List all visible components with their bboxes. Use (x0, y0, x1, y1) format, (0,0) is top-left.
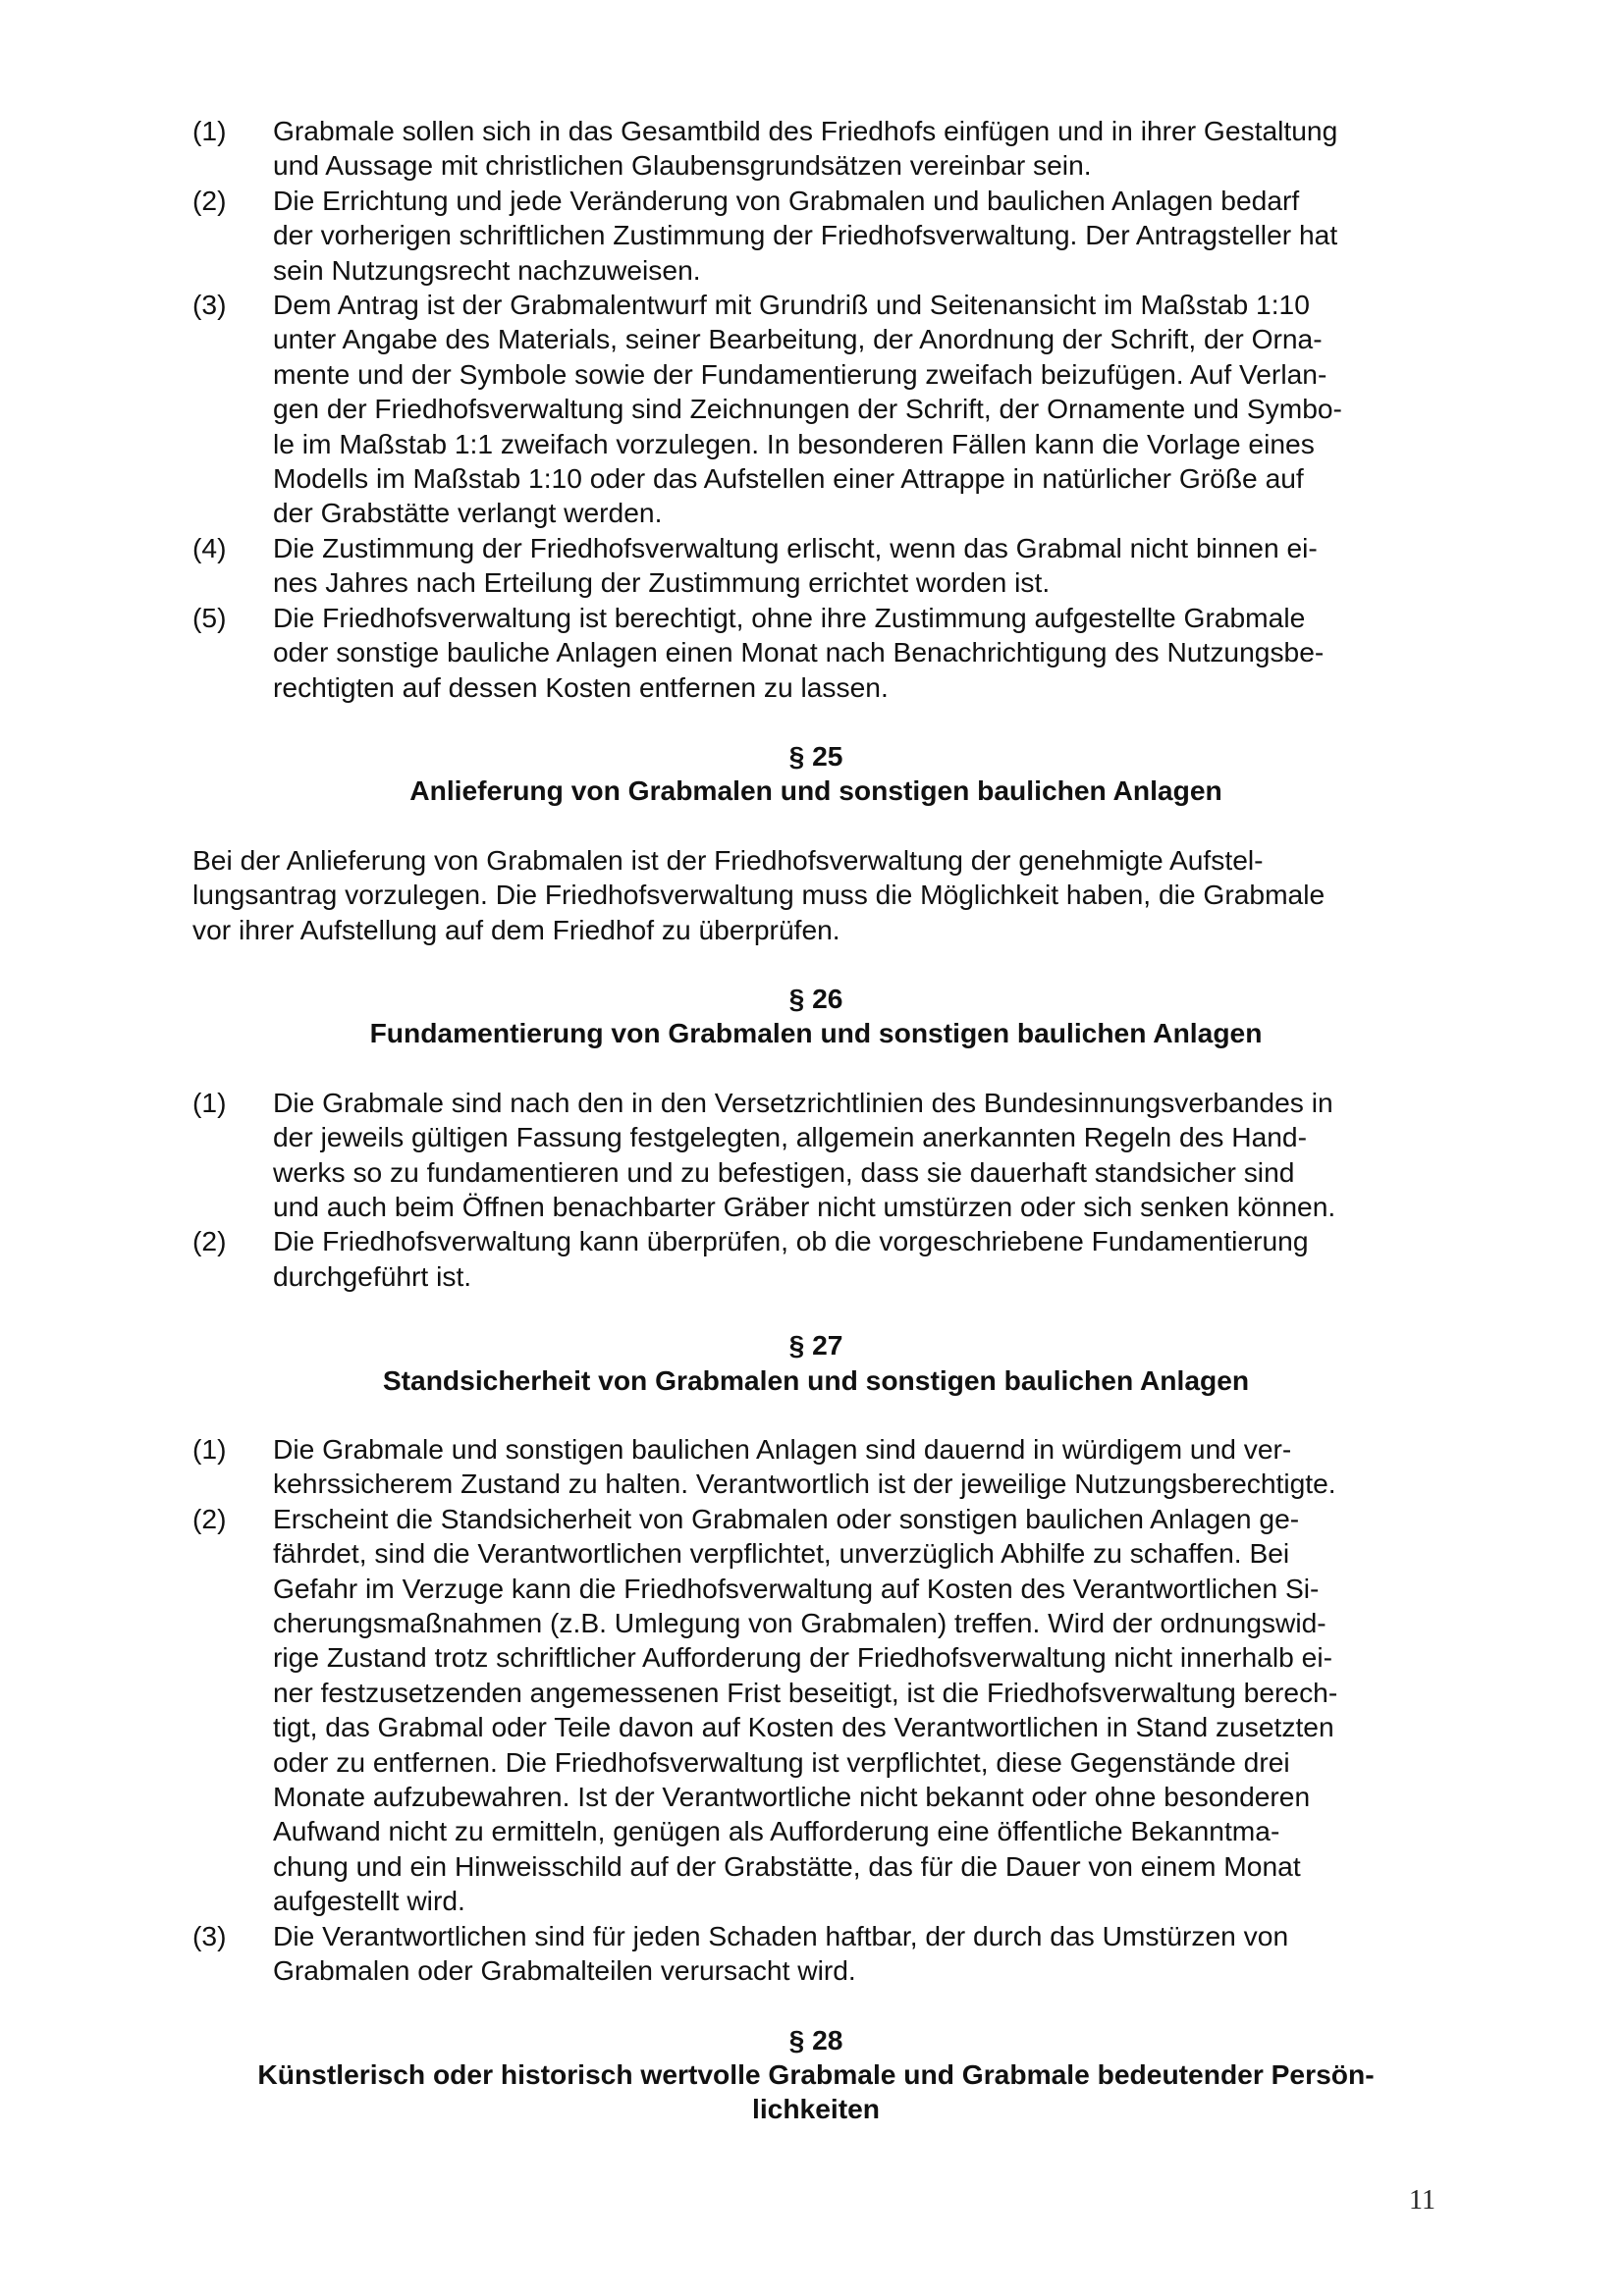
item-number: (3) (192, 289, 227, 321)
item-text: Die Zustimmung der Friedhofsverwaltung erlischt, wenn das Grabmal nicht binnen ei- nes Jahres nach Erteilung der Zustimmung errichtet worden ist. (273, 531, 1318, 599)
list-item (192, 288, 1439, 531)
list-item (192, 1919, 1439, 1989)
section-25 (192, 739, 1439, 947)
document-page (192, 114, 1439, 2127)
section-number: § 28 (788, 2023, 843, 2056)
item-text: Die Grabmale und sonstigen baulichen Anlagen sind dauernd in würdigem und ver- kehrssicherem Zustand zu halten. Verantwortlich ist der jeweilige Nutzungsberechtigte. (273, 1433, 1336, 1500)
list-item (192, 601, 1439, 705)
item-number: (2) (192, 184, 227, 216)
list-item (192, 1086, 1439, 1225)
item-number: (2) (192, 1225, 227, 1257)
list-item (192, 184, 1439, 288)
list-item (192, 1502, 1439, 1919)
item-text: Grabmale sollen sich in das Gesamtbild des Friedhofs einfügen und in ihrer Gestaltung und Aussage mit christlichen Glaubensgrundsätzen vereinbar sein. (273, 115, 1338, 182)
item-number: (1) (192, 115, 227, 146)
item-number: (2) (192, 1502, 227, 1534)
section-paragraph: Bei der Anlieferung von Grabmalen ist der Friedhofsverwaltung der genehmigte Aufstel- lungsantrag vorzulegen. Die Friedhofsverwaltung muss die Möglichkeit haben, die Grabmale vor ihrer Aufstellung auf dem Friedhof zu überprüfen. (192, 843, 1326, 945)
section-title: Fundamentierung von Grabmalen und sonstigen baulichen Anlagen (369, 1017, 1263, 1049)
section-number: § 27 (788, 1329, 843, 1362)
list-item (192, 1224, 1439, 1294)
section-number: § 26 (788, 982, 843, 1014)
item-text: Dem Antrag ist der Grabmalentwurf mit Grundriß und Seitenansicht im Maßstab 1:10 unter Angabe des Materials, seiner Bearbeitung, der Anordnung der Schrift, der Orna- mente und der Symbole sowie der Fundamentierung zweifach beizufügen. Auf Verlan- gen der Friedhofsverwaltung sind Zeichnungen der Schrift, der Ornamente und Symbo- le im Maßstab 1:1 zweifach vorzulegen. In besonderen Fällen kann die Vorlage eines Modells im Maßstab 1:10 oder das Aufstellen einer Attrappe in natürlicher Größe auf der Grabstätte verlangt werden. (273, 289, 1342, 529)
item-number: (4) (192, 531, 227, 563)
section-title: Künstlerisch oder historisch wertvolle Grabmale und Grabmale bedeutender Persön- lichkeiten (257, 2057, 1375, 2125)
list-item (192, 531, 1439, 601)
list-item (192, 1432, 1439, 1502)
list-item (192, 114, 1439, 184)
item-text: Die Grabmale sind nach den in den Versetzrichtlinien des Bundesinnungsverbandes in der jeweils gültigen Fassung festgelegten, allgemein anerkannten Regeln des Hand- werks so zu fundamentieren und zu befestigen, dass sie dauerhaft standsicher sind und auch beim Öffnen benachbarter Gräber nicht umstürzen oder sich senken können. (273, 1086, 1336, 1222)
section-27 (192, 1328, 1439, 1988)
item-number: (1) (192, 1433, 227, 1465)
item-text: Die Errichtung und jede Veränderung von Grabmalen und baulichen Anlagen bedarf der vorherigen schriftlichen Zustimmung der Friedhofsverwaltung. Der Antragsteller hat sein Nutzungsrecht nachzuweisen. (273, 184, 1338, 286)
section-24-items (192, 114, 1439, 705)
item-number: (1) (192, 1086, 227, 1118)
item-text: Die Friedhofsverwaltung kann überprüfen, ob die vorgeschriebene Fundamentierung durchgeführt ist. (273, 1225, 1309, 1292)
item-number: (5) (192, 601, 227, 633)
section-28 (192, 2023, 1439, 2127)
section-number: § 25 (788, 739, 843, 772)
section-26 (192, 982, 1439, 1294)
item-text: Die Verantwortlichen sind für jeden Schaden haftbar, der durch das Umstürzen von Grabmalen oder Grabmalteilen verursacht wird. (273, 1919, 1289, 1987)
item-number: (3) (192, 1919, 227, 1951)
item-text: Erscheint die Standsicherheit von Grabmalen oder sonstigen baulichen Anlagen ge- fährdet, sind die Verantwortlichen verpflichtet, unverzüglich Abhilfe zu schaffen. Bei Gefahr im Verzuge kann die Friedhofsverwaltung auf Kosten des Verantwortlichen Si- cherungsmaßnahmen (z.B. Umlegung von Grabmalen) treffen. Wird der ordnungswid- rige Zustand trotz schriftlicher Aufforderung der Friedhofsverwaltung nicht innerhalb ei- ner festzusetzenden angemessenen Frist beseitigt, ist die Friedhofsverwaltung berech- tigt, das Grabmal oder Teile davon auf Kosten des Verantwortlichen in Stand zusetzten oder zu entfernen. Die Friedhofsverwaltung ist verpflichtet, diese Gegenstände drei Monate aufzubewahren. Ist der Verantwortliche nicht bekannt oder ohne besonderen Aufwand nicht zu ermitteln, genügen als Aufforderung eine öffentliche Bekanntma- chung und ein Hinweisschild auf der Grabstätte, das für die Dauer von einem Monat aufgestellt wird. (273, 1502, 1338, 1917)
section-title: Anlieferung von Grabmalen und sonstigen baulichen Anlagen (409, 774, 1222, 807)
section-title: Standsicherheit von Grabmalen und sonstigen baulichen Anlagen (382, 1363, 1250, 1396)
item-text: Die Friedhofsverwaltung ist berechtigt, ohne ihre Zustimmung aufgestellte Grabmale oder sonstige bauliche Anlagen einen Monat nach Benachrichtigung des Nutzungsbe- rechtigten auf dessen Kosten entfernen zu lassen. (273, 601, 1325, 703)
page-number: 11 (1409, 2185, 1435, 2216)
